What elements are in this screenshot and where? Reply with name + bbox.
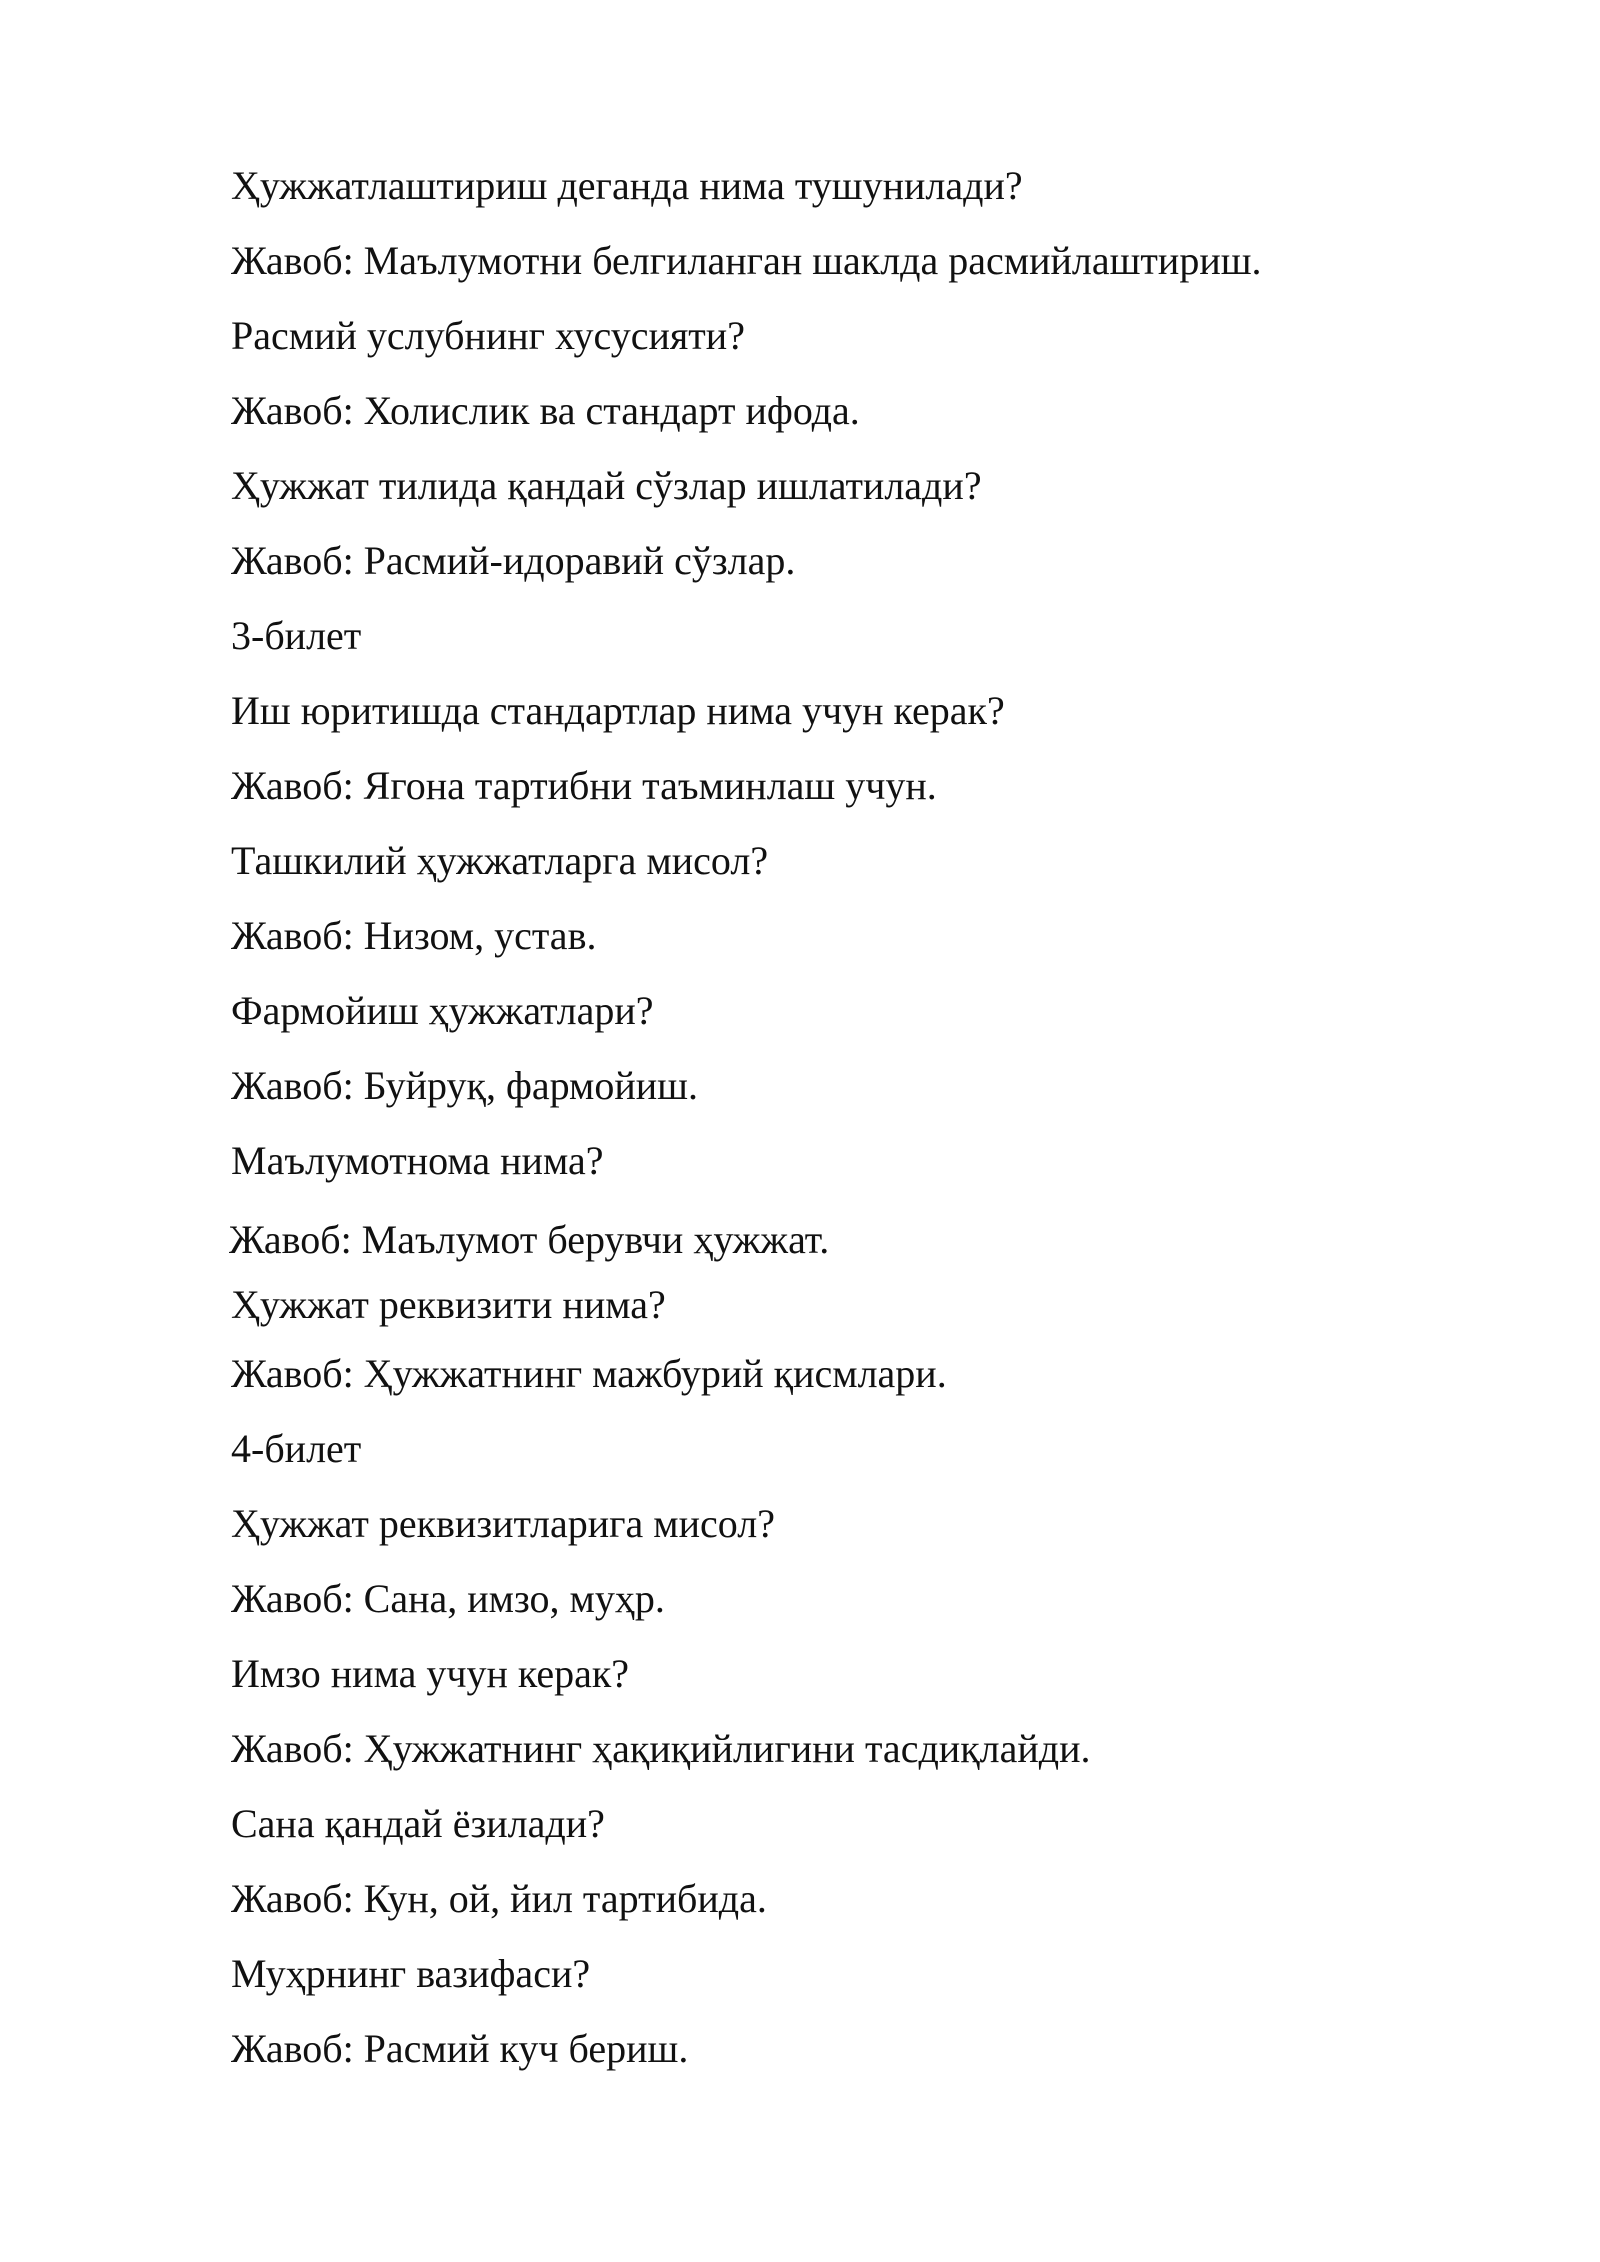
question-line: Муҳрнинг вазифаси? [231, 1951, 591, 1996]
answer-line: Жавоб: Кун, ой, йил тартибида. [231, 1876, 767, 1921]
ticket-heading: 3-билет [231, 613, 362, 658]
answer-line: Жавоб: Ҳужжатнинг ҳақиқийлигини тасдиқлайди. [231, 1726, 1091, 1771]
question-line: Ҳужжат тилида қандай сўзлар ишлатилади? [231, 463, 982, 508]
answer-line: Жавоб: Маълумот берувчи ҳужжат. [229, 1217, 830, 1262]
question-line: Расмий услубнинг хусусияти? [231, 313, 745, 358]
answer-line: Жавоб: Расмий-идоравий сўзлар. [231, 538, 796, 583]
question-line: Ташкилий ҳужжатларга мисол? [231, 838, 769, 883]
answer-line: Жавоб: Маълумотни белгиланган шаклда расмийлаштириш. [231, 238, 1262, 283]
document-body [231, 148, 1431, 2086]
question-line: Фармойиш ҳужжатлари? [231, 988, 654, 1033]
question-line: Ҳужжат реквизити нима? [231, 1282, 666, 1327]
question-line: Маълумотнома нима? [231, 1138, 604, 1183]
answer-line: Жавоб: Низом, устав. [231, 913, 597, 958]
question-line: Ҳужжатлаштириш деганда нима тушунилади? [231, 163, 1023, 208]
answer-line: Жавоб: Буйруқ, фармойиш. [231, 1063, 698, 1108]
question-line: Сана қандай ёзилади? [231, 1801, 605, 1846]
ticket-heading: 4-билет [231, 1426, 362, 1471]
answer-line: Жавоб: Ягона тартибни таъминлаш учун. [231, 763, 937, 808]
answer-line: Жавоб: Расмий куч бериш. [231, 2026, 689, 2071]
answer-line: Жавоб: Сана, имзо, муҳр. [231, 1576, 665, 1621]
answer-line: Жавоб: Ҳужжатнинг мажбурий қисмлари. [231, 1351, 947, 1396]
question-line: Имзо нима учун керак? [231, 1651, 630, 1696]
question-line: Ҳужжат реквизитларига мисол? [231, 1501, 775, 1546]
answer-line: Жавоб: Холислик ва стандарт ифода. [231, 388, 860, 433]
question-line: Иш юритишда стандартлар нима учун керак? [231, 688, 1005, 733]
